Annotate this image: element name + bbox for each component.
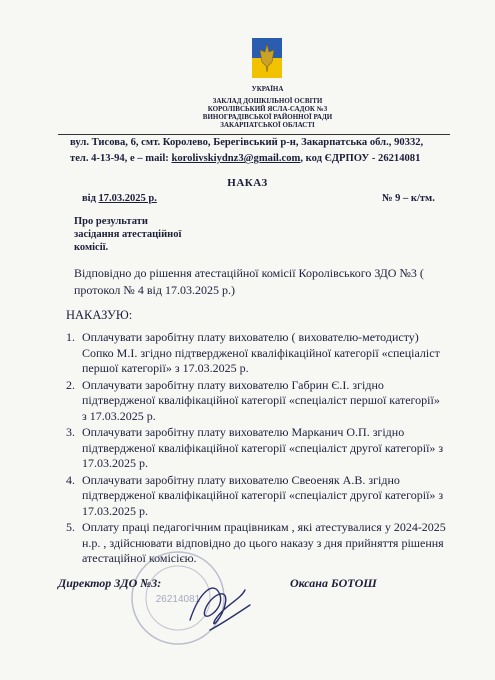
item-number: 4. [66, 472, 75, 487]
document-title: НАКАЗ [227, 177, 268, 189]
order-directive-label: НАКАЗУЮ: [66, 308, 133, 322]
list-item [66, 520, 446, 567]
handwritten-signature [170, 570, 265, 640]
subject-line: комісії. [74, 242, 109, 253]
address-line: вул. Тисова, 6, смт. Королево, Берегівський р-н, Закарпатська обл., 90332, [70, 137, 424, 148]
contact-line [70, 153, 420, 164]
item-text: Оплачувати заробітну плату вихователю Марканич О.П. згідно підтвердженої кваліфікаційної категорії «спеціаліст другої категорії» з 17.03.2025 р. [82, 425, 444, 470]
order-subject [74, 215, 234, 254]
item-number: 1. [66, 330, 75, 344]
institution-name [150, 97, 385, 129]
stamp-code: 26214081 [155, 594, 201, 605]
date-prefix: від [82, 193, 99, 204]
contact-prefix: тел. 4-13-94, е – mail: [70, 153, 172, 164]
subject-line: засідання атестаційної [74, 229, 182, 240]
institution-line: КОРОЛІВСЬКИЙ ЯСЛА-САДОК №3 [207, 105, 328, 113]
contact-suffix: , код ЄДРПОУ - 26214081 [300, 153, 421, 164]
order-items-list [66, 330, 446, 568]
intro-paragraph: Відповідно до рішення атестаційної комісії Королівського ЗДО №3 ( протокол № 4 від 17.03.2025 р.) [74, 266, 424, 297]
email-link[interactable]: korolivskiydnz3@gmail.com [171, 153, 301, 164]
list-item [66, 425, 446, 472]
list-item [66, 378, 446, 425]
institution-line: ВИНОГРАДІВСЬКОЇ РАЙОННОЇ РАДИ [202, 113, 333, 121]
subject-line: Про результати [74, 216, 148, 227]
item-number: 3. [66, 425, 75, 439]
item-text: Оплачувати заробітну плату вихователю Габрин Є.І. згідно підтвердженої кваліфікаційної категорії «спеціаліст першої категорії» з 17.03.2025 р. [82, 377, 440, 423]
item-number: 2. [66, 377, 75, 392]
country-label: УКРАЇНА [251, 85, 284, 93]
coat-of-arms-icon [252, 38, 282, 78]
signatory-position: Директор ЗДО №3: [58, 576, 162, 590]
item-number: 5. [66, 520, 75, 534]
header-divider [58, 134, 450, 135]
order-date [82, 193, 157, 204]
list-item [66, 330, 446, 377]
order-number: № 9 – к/тм. [382, 193, 435, 204]
item-text: Оплачувати заробітну плату вихователю ( вихователю-методисту) Сопко М.І. згідно підтвердженої кваліфікаційної категорії «спеціаліст першої категорії» з 17.03.2025 р. [82, 330, 440, 375]
date-value: 17.03.2025 р. [98, 193, 157, 204]
institution-line: ЗАКАРПАТСЬКОЇ ОБЛАСТІ [220, 121, 315, 129]
item-text: Оплату праці педагогічним працівникам , які атестувалися у 2024-2025 н.р. , здійснювати відповідно до цього наказу з дня прийняття рішення атестаційної комісією. [82, 520, 446, 565]
item-text: Оплачувати заробітну плату вихователю Свеоеняк А.В. згідно підтвердженої кваліфікаційної категорії «спеціаліст другої категорії» з 17.03.2025 р. [82, 472, 444, 518]
list-item [66, 473, 446, 520]
signatory-name: Оксана БОТОШ [290, 576, 377, 590]
institution-line: ЗАКЛАД ДОШКІЛЬНОЇ ОСВІТИ [212, 97, 323, 105]
